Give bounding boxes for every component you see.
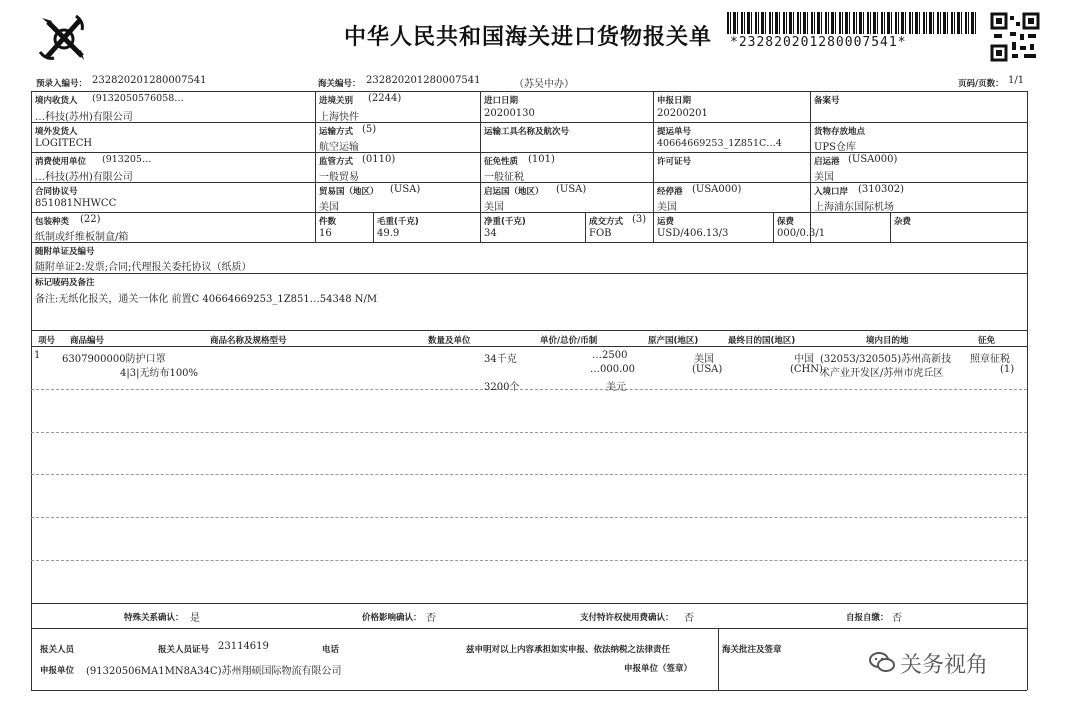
bl-number: 40664669253_1Z851C…4 (657, 138, 782, 149)
pack-type: 纸制或纤维板制盒/箱 (35, 232, 129, 243)
import-date-label: 进口日期 (484, 96, 519, 106)
origin-country-label: 启运国（地区） (484, 187, 544, 197)
hs-code-name: 6307900000防护口罩 (62, 354, 166, 365)
barcode (727, 12, 977, 34)
import-date: 20200130 (484, 108, 535, 119)
depart-port-code: (USA000) (848, 154, 898, 165)
origin-country-code: (USA) (556, 184, 587, 195)
contract-number: 851081NHWCC (35, 198, 117, 209)
license-label: 许可证号 (657, 157, 692, 167)
declarant-name: (91320506MA1MN8A34C)苏州翔硕国际物流有限公司 (86, 666, 342, 677)
customs-number: 232820201280007541 (366, 75, 481, 86)
contract-label: 合同协议号 (35, 187, 78, 197)
declaration-text: 兹申明对以上内容承担如实申报、依法纳税之法律责任 (466, 645, 671, 655)
consignee-label: 境内收货人 (35, 96, 78, 106)
consignee-code: (9132050576058… (92, 93, 184, 104)
supervision-code: (0110) (362, 154, 396, 165)
marks-value: 备注:无纸化报关，通关一体化 前置C 40664669253_1Z851…54348 N/M (35, 294, 378, 305)
currency: 美元 (606, 382, 626, 393)
item-no: 1 (34, 350, 41, 361)
approval-label: 海关批注及签章 (722, 645, 782, 655)
page-label: 页码/页数： (958, 79, 1004, 89)
transit-port: 美国 (657, 202, 677, 213)
dest-code: (CHN) (790, 364, 823, 375)
col-goods-name: 商品名称及规格型号 (210, 336, 287, 346)
trade-country-label: 贸易国（地区） (319, 187, 379, 197)
declare-date: 20200201 (657, 108, 708, 119)
pack-label: 包装种类 (35, 217, 70, 227)
misc-fee-label: 杂费 (894, 217, 912, 227)
special-relation-value: 是 (190, 613, 200, 624)
unit-price: …2500 (592, 350, 628, 361)
col-destination: 最终目的国(地区) (728, 336, 796, 346)
wechat-icon (868, 650, 896, 674)
broker-label: 报关人员 (40, 645, 75, 655)
trade-country: 美国 (319, 202, 339, 213)
origin-country: 美国 (484, 202, 504, 213)
deal-code: (3) (632, 214, 647, 225)
domestic-dest-1: (32053/320505)苏州高新技 (820, 354, 952, 365)
self-pay-value: 否 (892, 613, 902, 624)
net-weight: 34 (484, 228, 497, 239)
gross-weight-label: 毛重(千克) (377, 217, 419, 227)
broker-cert-number: 23114619 (218, 641, 269, 652)
levy-method: 照章征税 (970, 354, 1010, 365)
watermark-text: 关务视角 (900, 653, 989, 678)
tax-name: 一般征税 (484, 172, 524, 183)
broker-cert-label: 报关人员证号 (158, 645, 210, 655)
entry-port2-label: 入境口岸 (814, 187, 849, 197)
entry-port-name: 上海快件 (319, 112, 359, 123)
deal-label: 成交方式 (589, 217, 624, 227)
page-title: 中华人民共和国海关进口货物报关单 (344, 25, 713, 50)
freight-label: 运费 (657, 217, 675, 227)
docs-value: 随附单证2:发票;合同;代理报关委托协议（纸质） (35, 262, 252, 273)
col-quantity: 数量及单位 (428, 336, 471, 346)
consignee-name: …科技(苏州)有限公司 (35, 112, 133, 123)
phone-label: 电话 (322, 645, 340, 655)
levy-code: (1) (1000, 364, 1015, 375)
origin-name: 美国 (694, 354, 714, 365)
freight: USD/406.13/3 (657, 228, 729, 239)
consumer-code: (913205… (102, 154, 152, 165)
depart-port-name: 美国 (814, 172, 834, 183)
col-price: 单价/总价/币制 (540, 336, 598, 346)
quantity-pcs: 3200个 (484, 382, 520, 393)
customs-office: （苏吴中办） (514, 79, 574, 90)
self-pay-label: 自报自缴： (846, 613, 889, 623)
transit-port-label: 经停港 (657, 187, 683, 197)
price-impact-value: 否 (426, 613, 436, 624)
origin-code: (USA) (692, 364, 723, 375)
pieces-label: 件数 (319, 217, 337, 227)
entry-port2-name: 上海浦东国际机场 (814, 202, 894, 213)
trade-country-code: (USA) (390, 184, 421, 195)
col-origin: 原产国(地区) (648, 336, 699, 346)
transport-name: 航空运输 (319, 142, 359, 153)
deal-mode: FOB (589, 228, 612, 239)
bl-label: 提运单号 (657, 127, 692, 137)
supervision-name: 一般贸易 (319, 172, 359, 183)
transport-label: 运输方式 (319, 127, 354, 137)
entry-port2-code: (310302) (858, 184, 904, 195)
quantity-kg: 34千克 (484, 354, 517, 365)
insurance: 000/0.3/1 (777, 228, 826, 239)
declarant-label: 申报单位 (40, 666, 75, 676)
dest-name: 中国 (794, 354, 814, 365)
goods-spec: 4|3|无纺布100% (120, 368, 199, 379)
col-hs-code: 商品编号 (70, 336, 105, 346)
barcode-text: *232820201280007541* (730, 35, 907, 50)
col-levy: 征免 (978, 336, 996, 346)
docs-label: 随附单证及编号 (35, 247, 95, 257)
qr-code (990, 12, 1040, 62)
supervision-label: 监管方式 (319, 157, 354, 167)
record-no-label: 备案号 (814, 96, 840, 106)
entry-port-label: 进境关别 (319, 96, 354, 106)
special-relation-label: 特殊关系确认： (124, 613, 184, 623)
seal-label: 申报单位（签章） (624, 664, 693, 674)
page-value: 1/1 (1008, 75, 1025, 86)
pieces: 16 (319, 228, 332, 239)
pack-code: (22) (80, 214, 101, 225)
tax-label: 征免性质 (484, 157, 519, 167)
transport-code: (5) (362, 124, 377, 135)
depart-port-label: 启运港 (814, 157, 840, 167)
declare-date-label: 申报日期 (657, 96, 692, 106)
price-impact-label: 价格影响确认： (362, 613, 422, 623)
col-item-no: 项号 (38, 336, 56, 346)
royalty-label: 支付特许权使用费确认： (580, 613, 674, 623)
total-price: …000.00 (590, 364, 635, 375)
gross-weight: 49.9 (377, 228, 400, 239)
vehicle-label: 运输工具名称及航次号 (484, 127, 570, 137)
tax-code: (101) (528, 154, 555, 165)
domestic-dest-2: 术产业开发区/苏州市虎丘区 (820, 368, 944, 379)
col-domestic-dest: 境内目的地 (866, 336, 909, 346)
consumer-name: …科技(苏州)有限公司 (35, 172, 133, 183)
storage-label: 货物存放地点 (814, 127, 866, 137)
insurance-label: 保费 (777, 217, 795, 227)
marks-label: 标记唛码及备注 (35, 278, 95, 288)
storage-place: UPS仓库 (814, 142, 857, 153)
net-weight-label: 净重(千克) (484, 217, 526, 227)
pre-entry-number: 232820201280007541 (92, 75, 207, 86)
royalty-value: 否 (684, 613, 694, 624)
customs-emblem-icon (36, 12, 92, 68)
shipper-name: LOGITECH (35, 138, 93, 149)
shipper-label: 境外发货人 (35, 127, 78, 137)
entry-port-code: (2244) (368, 93, 402, 104)
consumer-label: 消费使用单位 (35, 157, 87, 167)
customs-number-label: 海关编号： (318, 79, 361, 89)
transit-port-code: (USA000) (692, 184, 742, 195)
pre-entry-label: 预录入编号： (36, 79, 88, 89)
